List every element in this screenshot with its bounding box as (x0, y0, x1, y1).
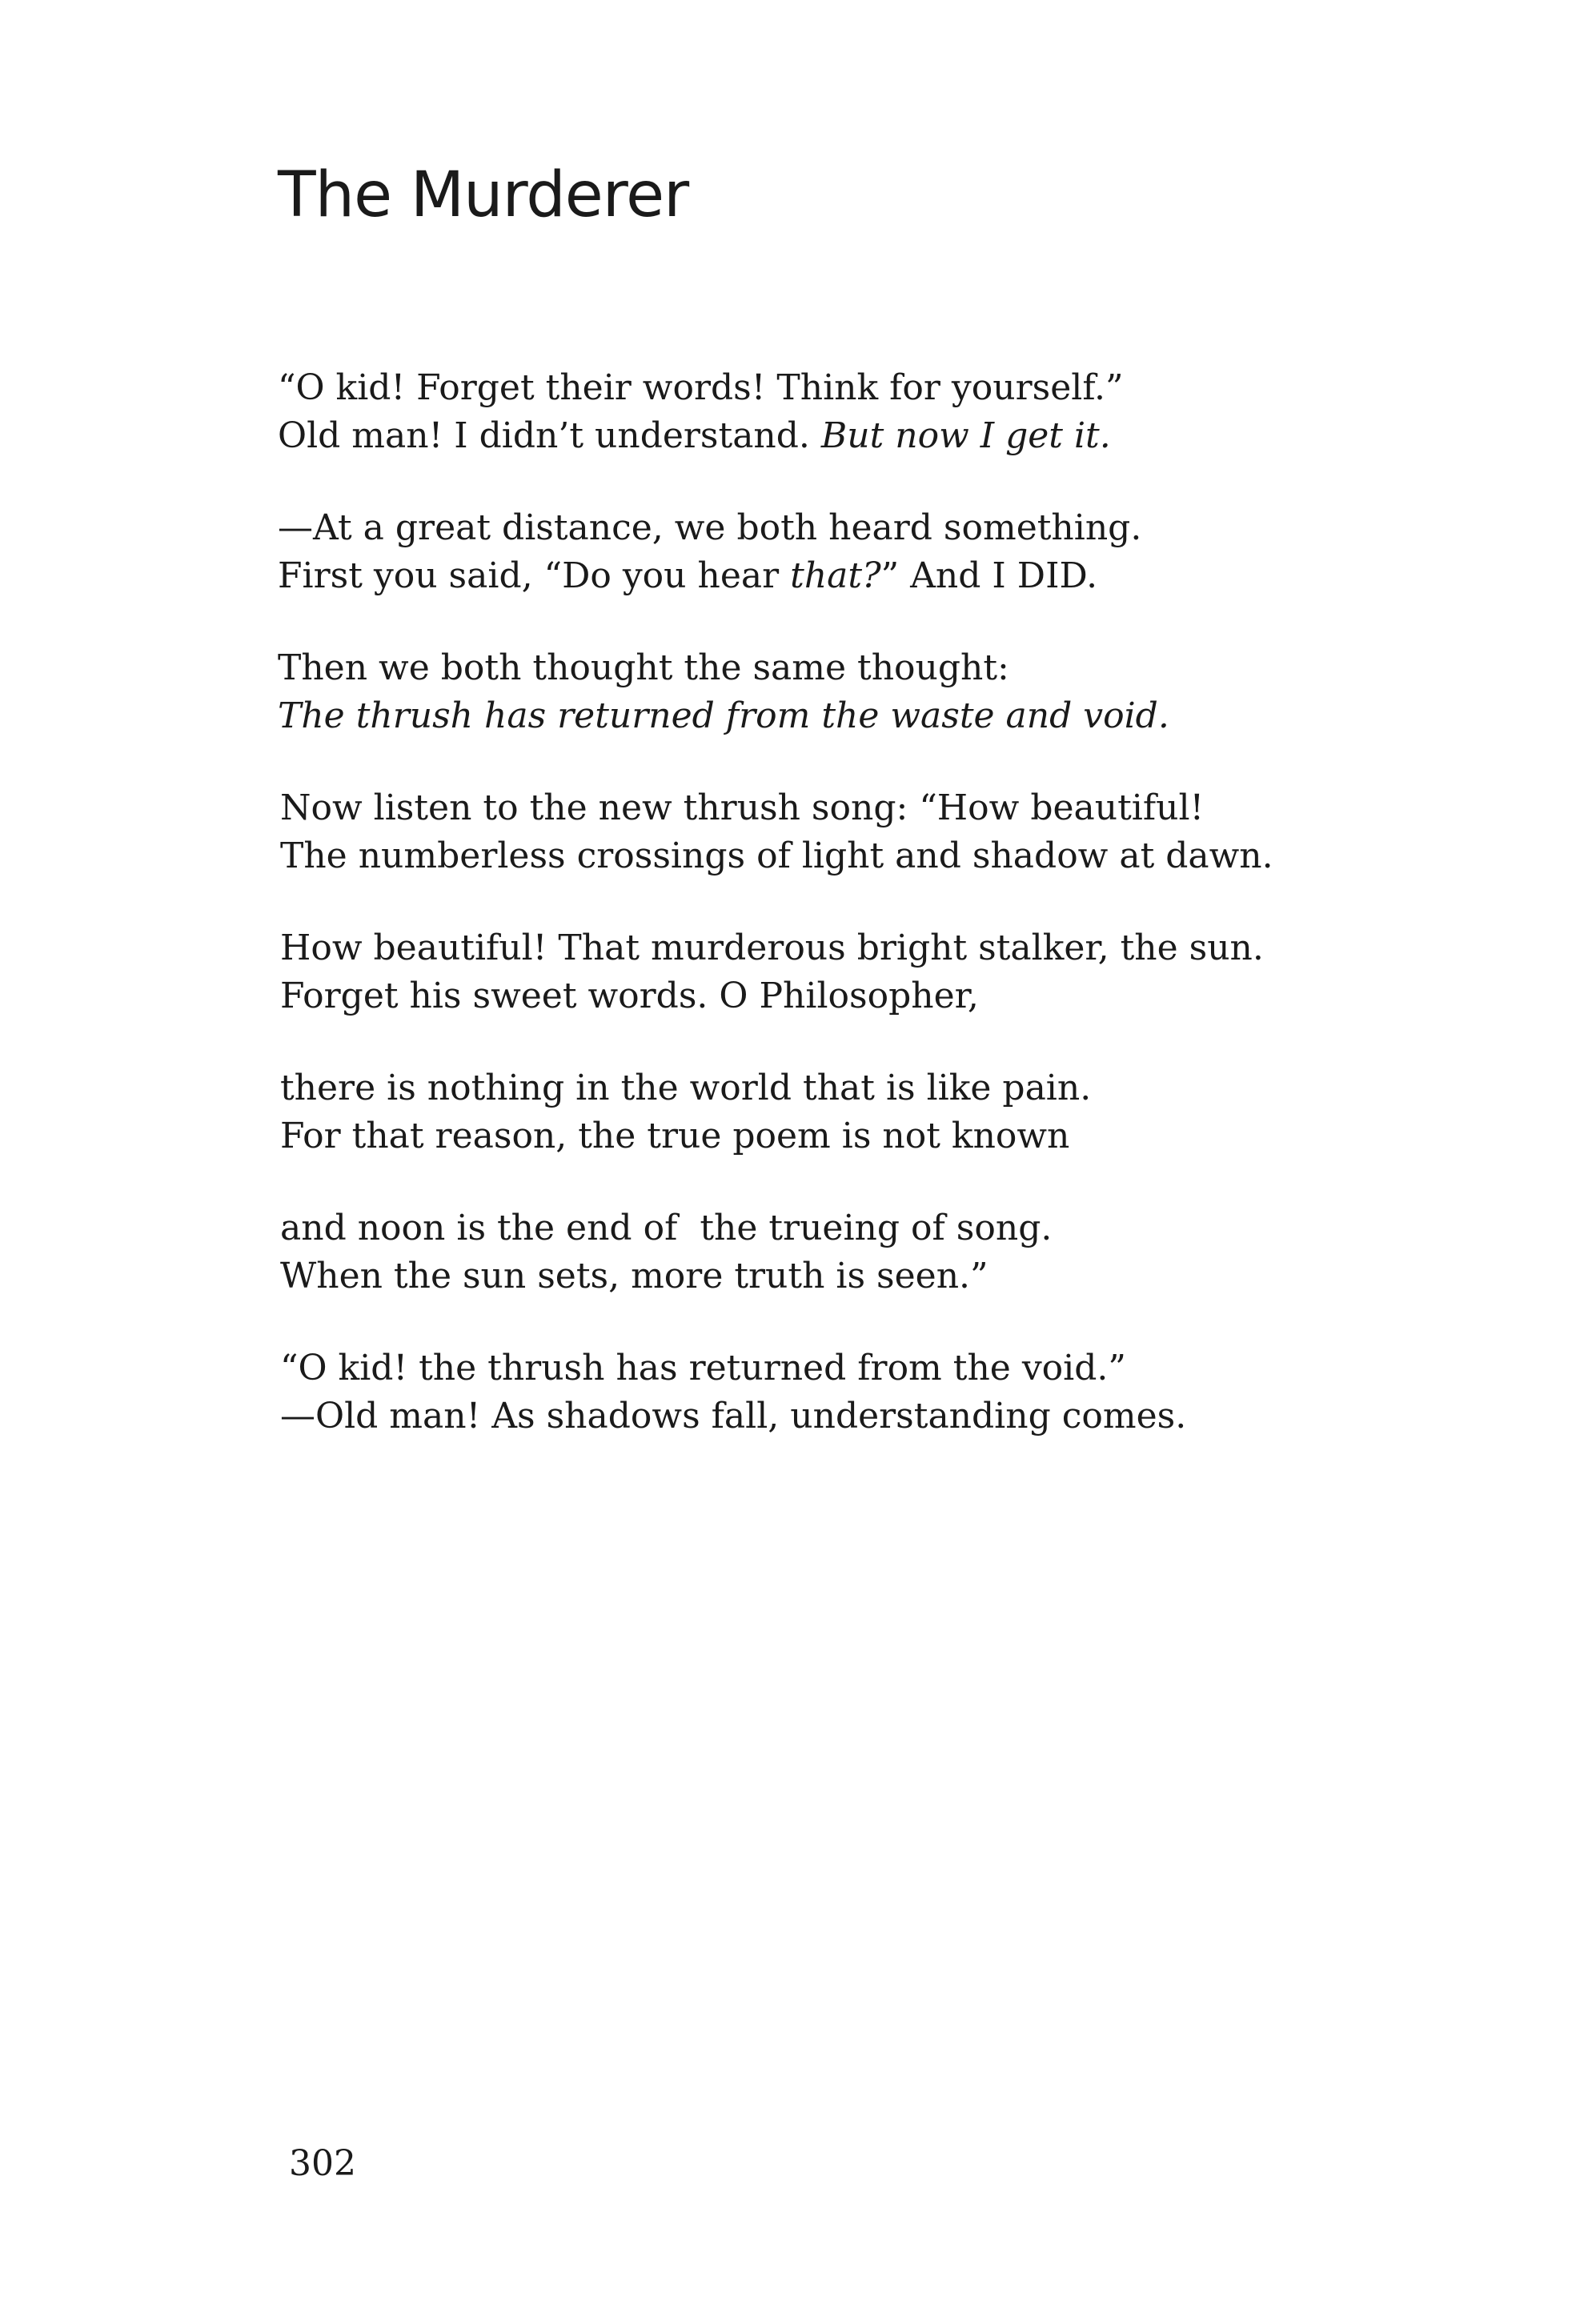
line-text: For that reason, the true poem is not known (280, 1116, 1070, 1156)
line-text: The numberless crossings of light and shadow at dawn. (280, 835, 1273, 876)
line-text: there is nothing in the world that is like pain. (280, 1068, 1092, 1108)
line-text: “O kid! Forget their words! Think for yourself.” (278, 367, 1124, 408)
poem-line (278, 552, 1518, 600)
line-italic-text: The thrush has returned from the waste and void. (278, 695, 1169, 736)
poem-line (278, 1344, 1518, 1392)
line-text: —Old man! As shadows fall, understanding comes. (280, 1396, 1187, 1436)
poem-line (278, 1252, 1518, 1300)
line-text: ” And I DID. (880, 555, 1098, 596)
poem-line (278, 1064, 1518, 1112)
stanza-8 (278, 1344, 1518, 1440)
poem-line (278, 1112, 1518, 1160)
poem-line (278, 924, 1518, 972)
poem-line (278, 832, 1518, 880)
line-text: Now listen to the new thrush song: “How beautiful! (280, 787, 1205, 828)
line-text: and noon is the end of the trueing of song. (280, 1208, 1053, 1248)
line-text: When the sun sets, more truth is seen.” (280, 1256, 988, 1296)
poem-line (278, 972, 1518, 1020)
line-text: Forget his sweet words. O Philosopher, (280, 976, 979, 1016)
page-number: 302 (289, 2143, 356, 2184)
line-text: —At a great distance, we both heard something. (278, 507, 1142, 548)
poem-body (278, 364, 1518, 1485)
stanza-6 (278, 1064, 1518, 1160)
line-text: “O kid! the thrush has returned from the void.” (280, 1348, 1126, 1388)
poem-line (278, 1392, 1518, 1440)
poem-line (278, 644, 1518, 692)
line-text: How beautiful! That murderous bright stalker, the sun. (280, 928, 1264, 968)
poem-line (278, 784, 1518, 832)
line-italic-text: But now I get it. (820, 415, 1111, 456)
stanza-2 (278, 504, 1518, 600)
stanza-5 (278, 924, 1518, 1020)
poem-line (278, 364, 1518, 412)
poem-title: The Murderer (278, 159, 689, 231)
poem-line (278, 412, 1518, 460)
stanza-4 (278, 784, 1518, 880)
line-italic-text: that? (790, 555, 881, 596)
line-text: Then we both thought the same thought: (278, 647, 1009, 688)
stanza-1 (278, 364, 1518, 460)
stanza-7 (278, 1204, 1518, 1300)
poem-line (278, 504, 1518, 552)
poem-line (278, 692, 1518, 740)
line-text: First you said, “Do you hear (278, 555, 791, 596)
line-text: Old man! I didn’t understand. (278, 415, 821, 456)
poem-line (278, 1204, 1518, 1252)
stanza-3 (278, 644, 1518, 740)
